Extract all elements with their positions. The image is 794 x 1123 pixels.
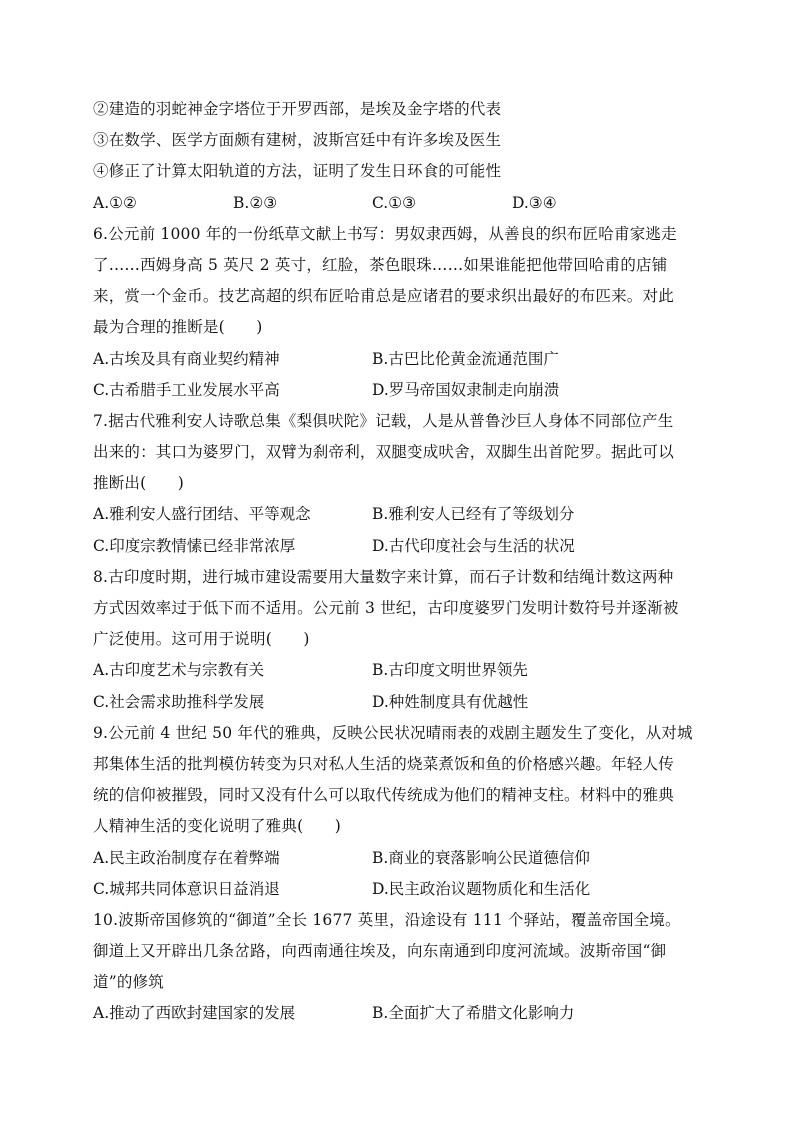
q7-option-a[interactable]: A.雅利安人盛行团结、平等观念 [93, 505, 311, 524]
q9-line: 人精神生活的变化说明了雅典( ) [93, 817, 341, 836]
q7-line: 7.据古代雅利安人诗歌总集《梨俱吠陀》记载，人是从普鲁沙巨人身体不同部位产生 [93, 411, 674, 430]
q6-line: 来，赏一个金币。技艺高超的织布匠哈甫总是应诸君的要求织出最好的布匹来。对此 [93, 287, 674, 306]
q9-stem [93, 718, 713, 843]
q5-item-2: ②建造的羽蛇神金字塔位于开罗西部，是埃及金字塔的代表 [93, 100, 502, 118]
q7-option-c[interactable]: C.印度宗教情愫已经非常浓厚 [93, 536, 296, 555]
q10-stem [93, 905, 713, 999]
q9-option-d[interactable]: D.民主政治议题物质化和生活化 [372, 879, 591, 898]
q10-line: 御道上又开辟出几条岔路，向西南通往埃及，向东南通到印度河流域。波斯帝国“御 [93, 942, 667, 961]
q8-option-c[interactable]: C.社会需求助推科学发展 [93, 692, 265, 711]
q5-item-4: ④修正了计算太阳轨道的方法，证明了发生日环食的可能性 [93, 162, 502, 181]
q9-line: 邦集体生活的批判模仿转变为只对私人生活的烧菜煮饭和鱼的价格感兴趣。年轻人传 [93, 754, 674, 773]
q7-option-b[interactable]: B.雅利安人已经有了等级划分 [372, 505, 575, 524]
q8-line: 广泛使用。这可用于说明( ) [93, 630, 310, 649]
q6-option-d[interactable]: D.罗马帝国奴隶制走向崩溃 [372, 380, 560, 399]
q10-line: 10.波斯帝国修筑的“御道”全长 1677 英里，沿途设有 111 个驿站，覆盖帝国全境。 [93, 910, 681, 929]
q9-option-a[interactable]: A.民主政治制度存在着弊端 [93, 848, 280, 867]
q9-line: 9.公元前 4 世纪 50 年代的雅典，反映公民状况晴雨表的戏剧主题发生了变化，从对城 [93, 723, 693, 742]
q8-options-row-2 [93, 687, 713, 718]
q8-stem [93, 562, 713, 656]
q10-option-a[interactable]: A.推动了西欧封建国家的发展 [93, 1004, 296, 1023]
q6-option-a[interactable]: A.古埃及具有商业契约精神 [93, 349, 280, 368]
q6-line: 了……西姆身高 5 英尺 2 英寸，红脸，茶色眼珠……如果谁能把他带回哈甫的店铺 [93, 255, 668, 274]
q5-options [93, 188, 713, 219]
q5-option-d[interactable]: D.③④ [512, 193, 557, 212]
q6-options-row-2 [93, 375, 713, 406]
q9-option-c[interactable]: C.城邦共同体意识日益消退 [93, 879, 280, 898]
q7-stem [93, 406, 713, 500]
q8-line: 方式因效率过于低下而不适用。公元前 3 世纪，古印度婆罗门发明计数符号并逐渐被 [93, 599, 679, 617]
q6-stem [93, 219, 713, 344]
q6-option-c[interactable]: C.古希腊手工业发展水平高 [93, 380, 280, 399]
q8-line: 8.古印度时期，进行城市建设需要用大量数字来计算，而石子计数和结绳计数这两种 [93, 567, 674, 586]
q10-options-row-1 [93, 998, 713, 1029]
q5-option-c[interactable]: C.①③ [372, 193, 417, 212]
q9-options-row-2 [93, 874, 713, 905]
q8-options-row-1 [93, 655, 713, 686]
q5-option-a[interactable]: A.①② [93, 193, 137, 212]
q10-line: 道”的修筑 [93, 973, 164, 992]
q6-options-row-1 [93, 344, 713, 375]
q5-item-3: ③在数学、医学方面颇有建树，波斯宫廷中有许多埃及医生 [93, 131, 502, 150]
q8-option-b[interactable]: B.古印度文明世界领先 [372, 661, 528, 680]
q7-option-d[interactable]: D.古代印度社会与生活的状况 [372, 536, 575, 555]
exam-page [93, 94, 713, 1030]
q5-option-b[interactable]: B.②③ [233, 193, 278, 212]
q7-line: 出来的：其口为婆罗门，双臂为刹帝利，双腿变成吠舍，双脚生出首陀罗。据此可以 [93, 443, 674, 462]
q6-line: 最为合理的推断是( ) [93, 318, 263, 337]
q8-option-a[interactable]: A.古印度艺术与宗教有关 [93, 661, 265, 680]
q9-options-row-1 [93, 843, 713, 874]
q7-options-row-2 [93, 531, 713, 562]
q7-line: 推断出( ) [93, 474, 184, 493]
q9-option-b[interactable]: B.商业的衰落影响公民道德信仰 [372, 848, 590, 867]
q10-option-b[interactable]: B.全面扩大了希腊文化影响力 [372, 1004, 575, 1023]
q5-items [93, 94, 713, 188]
q6-line: 6.公元前 1000 年的一份纸草文献上书写：男奴隶西姆，从善良的织布匠哈甫家逃走 [93, 224, 677, 243]
q6-option-b[interactable]: B.古巴比伦黄金流通范围广 [372, 349, 559, 368]
q8-option-d[interactable]: D.种姓制度具有优越性 [372, 692, 529, 711]
q9-line: 统的信仰被摧毁，同时又没有什么可以取代传统成为他们的精神支柱。材料中的雅典 [93, 786, 674, 805]
q7-options-row-1 [93, 499, 713, 530]
